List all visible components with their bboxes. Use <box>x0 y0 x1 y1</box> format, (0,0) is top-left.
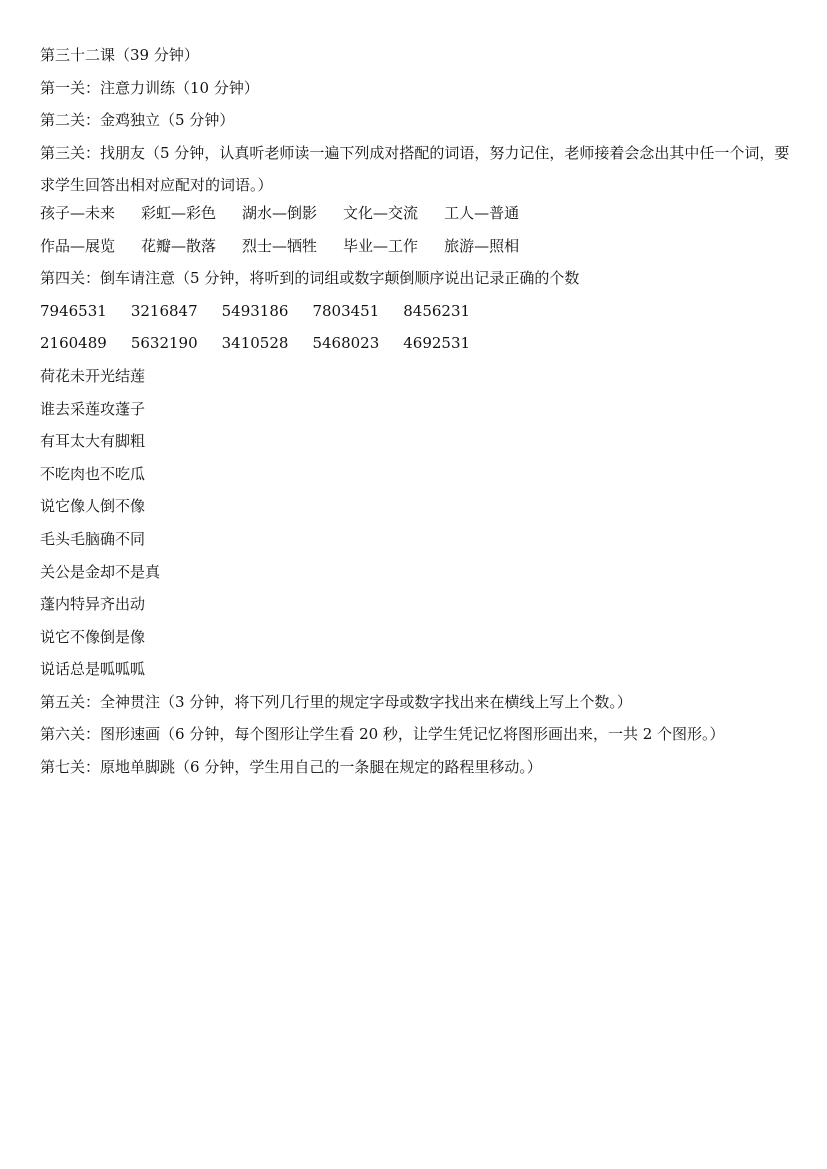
number-item: 7946531 <box>40 301 107 320</box>
number-item: 8456231 <box>403 301 471 320</box>
word-pair: 孩子—未来 <box>40 203 116 222</box>
number-item: 3216847 <box>130 301 198 320</box>
poem-line: 蓬内特异齐出动 <box>40 595 146 614</box>
numbers-row-2 <box>40 332 800 365</box>
poem-line: 有耳太大有脚粗 <box>40 432 146 451</box>
number-item: 5632190 <box>130 334 198 353</box>
word-pair: 彩虹—彩色 <box>141 203 217 222</box>
number-item: 4692531 <box>403 334 471 353</box>
word-pair: 毕业—工作 <box>343 236 419 255</box>
poem-line: 荷花未开光结莲 <box>40 366 146 385</box>
stage-5: 第五关：全神贯注（3 分钟，将下列几行里的规定字母或数字找出来在横线上写上个数。） <box>40 692 632 711</box>
word-pair: 旅游—照相 <box>444 236 520 255</box>
word-pair: 文化—交流 <box>343 203 419 222</box>
number-item: 5468023 <box>312 334 380 353</box>
poem-line: 说话总是呱呱呱 <box>40 660 146 679</box>
word-pairs-row-1 <box>40 202 800 235</box>
poem-line: 谁去采莲攻蓬子 <box>40 399 146 418</box>
word-pair: 花瓣—散落 <box>141 236 217 255</box>
stage-1: 第一关：注意力训练（10 分钟） <box>40 78 259 97</box>
document-content <box>40 44 800 789</box>
poem-line: 关公是金却不是真 <box>40 562 161 581</box>
word-pair: 工人—普通 <box>444 203 520 222</box>
poem-line: 毛头毛脑确不同 <box>40 529 146 548</box>
stage-3-text: 第三关：找朋友（5 分钟，认真听老师读一遍下列成对搭配的词语，努力记住，老师接着会念出其中任一个词，要求学生回答出相对应配对的词语。） <box>40 143 790 195</box>
number-item: 3410528 <box>221 334 289 353</box>
number-item: 2160489 <box>40 334 107 353</box>
stage-2: 第二关：金鸡独立（5 分钟） <box>40 111 235 130</box>
stage-3 <box>40 137 800 202</box>
word-pairs-row-2 <box>40 235 800 268</box>
numbers-row-1 <box>40 300 800 333</box>
number-item: 5493186 <box>221 301 289 320</box>
lesson-title: 第三十二课（39 分钟） <box>40 46 199 64</box>
number-item: 7803451 <box>312 301 380 320</box>
word-pair: 烈士—牺牲 <box>242 236 318 255</box>
stage-7: 第七关：原地单脚跳（6 分钟，学生用自己的一条腿在规定的路程里移动。） <box>40 758 542 777</box>
word-pair: 湖水—倒影 <box>242 203 318 222</box>
poem-line: 说它不像倒是像 <box>40 627 146 646</box>
stage-4: 第四关：倒车请注意（5 分钟，将听到的词组或数字颠倒顺序说出记录正确的个数 <box>40 269 580 288</box>
word-pair: 作品—展览 <box>40 236 116 255</box>
poem-line: 说它像人倒不像 <box>40 497 146 516</box>
stage-6: 第六关：图形速画（6 分钟，每个图形让学生看 20 秒，让学生凭记忆将图形画出来，一共 2 个图形。） <box>40 725 725 744</box>
poem-line: 不吃肉也不吃瓜 <box>40 464 146 483</box>
